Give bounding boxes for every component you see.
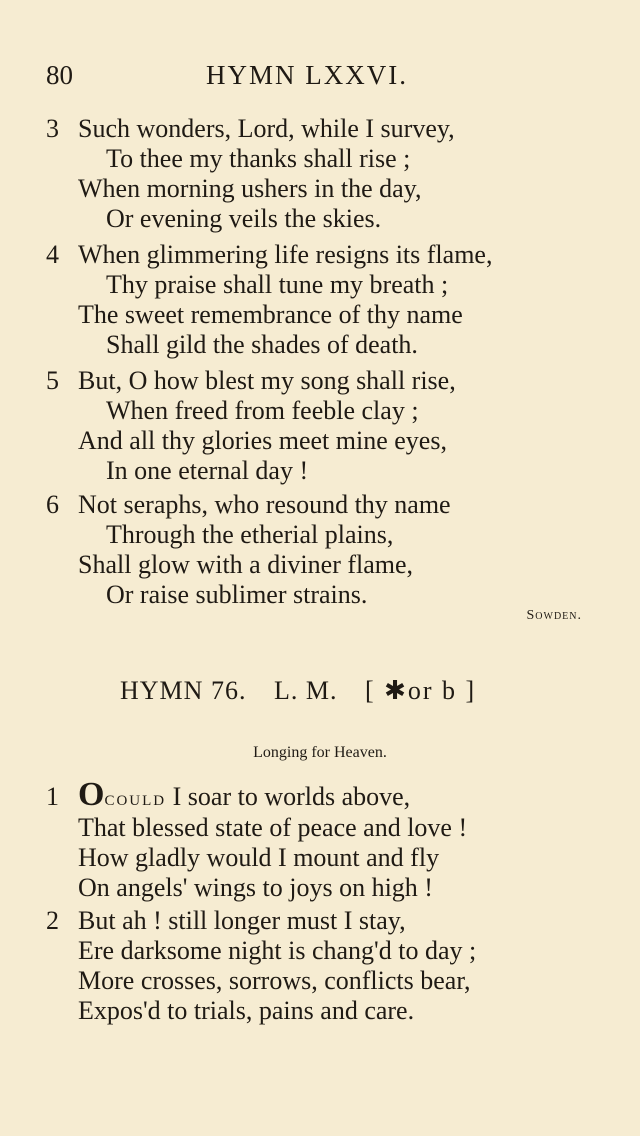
verse-line: Shall glow with a diviner flame, (78, 550, 414, 579)
verse-line: 5 But, O how blest my song shall rise, (46, 366, 456, 395)
verse-line: Through the etherial plains, (106, 520, 394, 549)
verse-line: 2 But ah ! still longer must I stay, (46, 906, 406, 935)
running-title: HYMN LXXVI. (206, 60, 408, 90)
verse-line: When morning ushers in the day, (78, 174, 422, 203)
verse-line: To thee my thanks shall rise ; (106, 144, 411, 173)
hymn-meter: L. M. (273, 676, 338, 705)
hymn-number: HYMN 76. (120, 676, 247, 705)
verse-line: When freed from feeble clay ; (106, 396, 419, 425)
verse-line: In one eternal day ! (106, 456, 309, 485)
verse-line: Ere darksome night is chang'd to day ; (78, 936, 477, 965)
stanza-5 (46, 366, 566, 486)
stanza-1 (46, 776, 566, 903)
verse-line: And all thy glories meet mine eyes, (78, 426, 447, 455)
stanza-3 (46, 114, 566, 234)
author-attribution: Sowden. (526, 608, 582, 623)
small-caps-word: could (104, 785, 167, 810)
verse-line: 4 When glimmering life resigns its flame, (46, 240, 493, 269)
verse-line: Shall gild the shades of death. (106, 330, 418, 359)
verse-number: 2 (46, 906, 59, 935)
verse-line: Or evening veils the skies. (106, 204, 382, 233)
stanza-6 (46, 490, 566, 610)
verse-number: 5 (46, 366, 59, 395)
verse-line: More crosses, sorrows, conflicts bear, (78, 966, 471, 995)
hymn-heading (120, 676, 496, 706)
stanza-2 (46, 906, 566, 1026)
tune-note: [ ✱or b ] (364, 676, 477, 705)
verse-line: How gladly would I mount and fly (78, 843, 440, 872)
verse-line: Or raise sublimer strains. (106, 580, 368, 609)
verse-line: 3 Such wonders, Lord, while I survey, (46, 114, 455, 143)
stanza-4 (46, 240, 566, 360)
verse-line: 1 Ocould I soar to worlds above, (46, 776, 411, 813)
page-number: 80 (46, 60, 73, 90)
verse-number: 4 (46, 240, 59, 269)
verse-line: 6 Not seraphs, who resound thy name (46, 490, 451, 519)
verse-number: 1 (46, 782, 59, 811)
running-head (46, 60, 540, 100)
verse-number: 3 (46, 114, 59, 143)
verse-line: On angels' wings to joys on high ! (78, 873, 433, 902)
drop-cap: O (78, 776, 105, 813)
verse-line: Thy praise shall tune my breath ; (106, 270, 449, 299)
verse-line: Expos'd to trials, pains and care. (78, 996, 415, 1025)
verse-line: The sweet remembrance of thy name (78, 300, 463, 329)
verse-line: That blessed state of peace and love ! (78, 813, 468, 842)
hymn-subtitle: Longing for Heaven. (253, 744, 387, 761)
verse-number: 6 (46, 490, 59, 519)
